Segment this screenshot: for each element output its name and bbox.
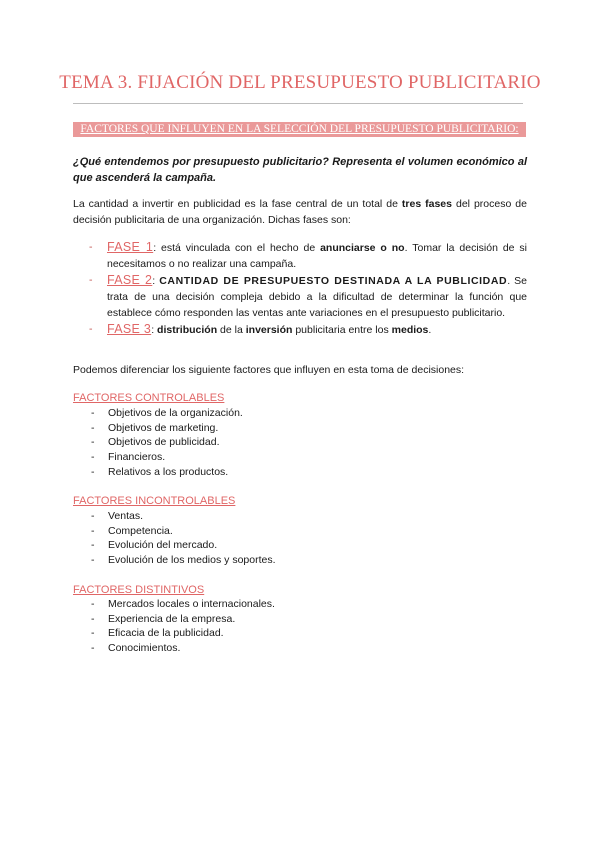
list-dash: -	[89, 241, 93, 253]
phase-2-text-1: :	[152, 275, 160, 287]
list-dash: -	[91, 510, 95, 522]
list-dash: -	[91, 627, 95, 640]
list-item-text: Financieros.	[108, 451, 166, 464]
list-dash: -	[89, 323, 93, 335]
list-item	[73, 450, 527, 465]
section-banner: FACTORES QUE INFLUYEN EN LA SELECCIÓN DEL PRESUPUESTO PUBLICITARIO:	[73, 122, 526, 137]
list-item-text: Evolución del mercado.	[108, 539, 218, 552]
page-title: TEMA 3. FIJACIÓN DEL PRESUPUESTO PUBLICITARIO	[59, 72, 541, 93]
phase-3-bold-2: inversión	[245, 324, 293, 336]
list-item-text: Objetivos de la organización.	[108, 407, 243, 419]
list-dash: -	[91, 554, 95, 567]
phase-3-bold-3: medios	[391, 324, 429, 336]
list-dash: -	[91, 451, 95, 464]
phase-2-bold-1: CANTIDAD DE PRESUPUESTO DESTINADA A LA PUBLICIDAD	[159, 275, 508, 287]
phase-3-bold-1: distribución	[157, 324, 218, 336]
list-item	[73, 524, 527, 539]
list-dash: -	[91, 598, 95, 610]
phase-item-3	[73, 321, 527, 338]
list-item	[73, 406, 527, 421]
intro-paragraph	[73, 196, 527, 228]
list-dash: -	[91, 539, 95, 552]
phase-1-bold-1: anunciarse o no	[320, 242, 405, 254]
question-text: ¿Qué entendemos por presupuesto publicitario? Representa el volumen económico al que ascenderá la campaña.	[73, 156, 527, 184]
list-item	[73, 421, 527, 436]
list-item	[73, 597, 527, 612]
list-dash: -	[91, 436, 95, 449]
phase-label-1: FASE 1	[107, 240, 154, 254]
list-item	[73, 465, 527, 480]
list-dash: -	[91, 407, 95, 419]
list-dash: -	[91, 465, 95, 478]
list-item-text: Conocimientos.	[108, 642, 181, 655]
category-heading-controllable: FACTORES CONTROLABLES	[73, 392, 225, 404]
factors-intro: Podemos diferenciar los siguiente factores que influyen en esta toma de decisiones:	[73, 364, 465, 376]
phase-3-text-4: .	[428, 324, 432, 336]
list-item	[73, 612, 527, 627]
phase-3-text-3: publicitaria entre los	[292, 324, 392, 336]
category-list-distinctive	[73, 597, 527, 656]
list-item-text: Objetivos de marketing.	[108, 421, 219, 434]
category-heading-uncontrollable: FACTORES INCONTROLABLES	[73, 495, 236, 507]
phase-item-1	[73, 239, 527, 272]
list-item-text: Mercados locales o internacionales.	[108, 598, 275, 610]
list-item-text: Experiencia de la empresa.	[108, 612, 236, 625]
list-item	[73, 553, 527, 568]
list-item	[73, 509, 527, 524]
list-item	[73, 435, 527, 450]
list-item-text: Relativos a los productos.	[108, 465, 229, 478]
list-dash: -	[91, 524, 95, 537]
list-dash: -	[91, 612, 95, 625]
category-list-uncontrollable	[73, 509, 527, 568]
list-dash: -	[91, 642, 95, 655]
list-dash: -	[91, 421, 95, 434]
list-item-text: Evolución de los medios y soportes.	[108, 554, 276, 567]
intro-text-before: La cantidad a invertir en publicidad es la fase central de un total de	[73, 198, 402, 210]
list-item-text: Eficacia de la publicidad.	[108, 627, 224, 640]
phase-3-text-2: de la	[217, 324, 246, 336]
list-item	[73, 538, 527, 553]
phase-list	[73, 239, 527, 338]
phase-1-text-1: : está vinculada con el hecho de	[153, 242, 321, 254]
category-list-controllable	[73, 406, 527, 480]
title-divider	[73, 103, 523, 104]
list-item	[73, 626, 527, 641]
phase-2-text-2: . Se trata de una decisión compleja debido a la dificultad de determinar la función que establece cómo responden las ventas ante variaciones en el presupuesto publicitario.	[107, 275, 527, 319]
phase-label-2: FASE 2	[107, 273, 153, 287]
list-item-text: Ventas.	[108, 510, 144, 522]
phase-1-text-2: . Tomar la decisión de si necesitamos o no realizar una campaña.	[107, 242, 528, 270]
list-dash: -	[89, 274, 93, 286]
phase-item-2	[73, 272, 527, 321]
intro-text-after: del proceso de decisión publicitaria de una organización. Dichas fases son:	[73, 198, 527, 226]
phase-3-text-1: :	[151, 324, 158, 336]
category-heading-distinctive: FACTORES DISTINTIVOS	[73, 584, 205, 596]
list-item-text: Objetivos de publicidad.	[108, 436, 220, 449]
intro-bold: tres fases	[401, 198, 452, 210]
phase-label-3: FASE 3	[107, 322, 152, 336]
list-item-text: Competencia.	[108, 524, 173, 537]
list-item	[73, 641, 527, 656]
